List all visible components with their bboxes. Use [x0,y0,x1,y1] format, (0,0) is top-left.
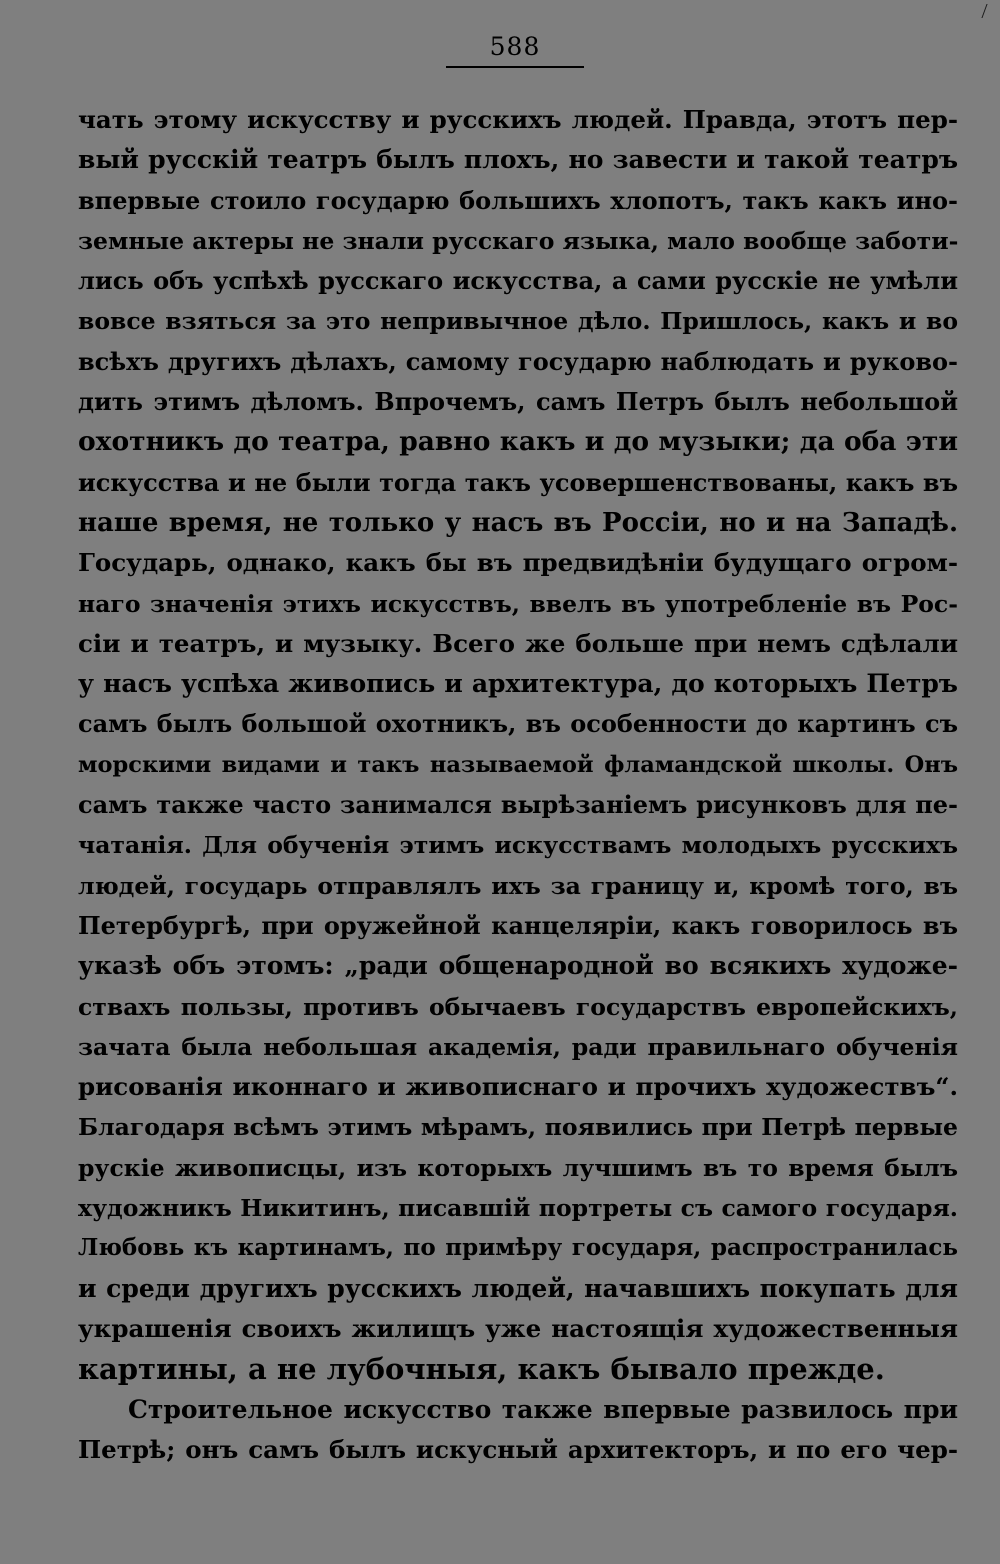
text-line: зачата была небольшая академія, ради правильнаго обученія [78,1032,958,1061]
text-line: картины, а не лубочныя, какъ бывало прежде. [78,1352,885,1387]
text-line: Любовь къ картинамъ, по примѣру государя, распространилась [78,1234,958,1262]
text-line: Благодаря всѣмъ этимъ мѣрамъ, появились при Петрѣ первые [78,1113,958,1142]
text-line: Государь, однако, какъ бы въ предвидѣніи будущаго огром- [78,548,958,578]
text-line: указѣ объ этомъ: „ради общенародной во всякихъ художе- [78,951,958,981]
text-line: всѣхъ другихъ дѣлахъ, самому государю наблюдать и руково- [78,346,958,376]
page-number: 588 [489,32,541,61]
body-text [78,100,958,1470]
text-line: вый русскій театръ былъ плохъ, но завести и такой театръ [78,145,958,175]
text-line: самъ былъ большой охотникъ, въ особенности до картинъ съ [78,709,958,739]
text-line: сіи и театръ, и музыку. Всего же больше при немъ сдѣлали [78,628,958,658]
text-line: земные актеры не знали русскаго языка, мало вообще заботи- [78,226,958,255]
text-line: морскими видами и такъ называемой фламандской школы. Онъ [78,751,958,778]
text-line: и среди другихъ русскихъ людей, начавшихъ покупать для [78,1273,958,1303]
text-line: ствахъ пользы, противъ обычаевъ государствъ европейскихъ, [78,992,958,1021]
text-line: впервые стоило государю большихъ хлопотъ, такъ какъ ино- [78,185,958,215]
text-line: искусства и не были тогда такъ усовершенствованы, какъ въ [78,467,958,497]
text-line: художникъ Никитинъ, писавшій портреты съ самого государя. [78,1194,958,1223]
text-line: украшенія своихъ жилищъ уже настоящія художественныя [78,1313,958,1343]
text-line: охотникъ до театра, равно какъ и до музыки; да оба эти [78,426,958,458]
text-line: самъ также часто занимался вырѣзаніемъ рисунковъ для пе- [78,790,958,820]
text-line: чать этому искусству и русскихъ людей. Правда, этотъ пер- [78,105,958,134]
text-line: рускіе живописцы, изъ которыхъ лучшимъ въ то время былъ [78,1153,958,1182]
text-line: чатанія. Для обученія этимъ искусствамъ молодыхъ русскихъ [78,831,958,860]
text-line: у насъ успѣха живопись и архитектура, до которыхъ Петръ [78,669,958,699]
page-edge-mark [981,4,995,18]
page-number-rule [446,66,584,68]
text-line: Строительное искусство также впервые развилось при [128,1394,958,1424]
text-line: вовсе взяться за это непривычное дѣло. Пришлось, какъ и во [78,307,958,336]
text-line: рисованія иконнаго и живописнаго и прочихъ художествъ“. [78,1072,958,1102]
text-line: Петрѣ; онъ самъ былъ искусный архитекторъ, и по его чер- [78,1434,958,1464]
text-line: дить этимъ дѣломъ. Впрочемъ, самъ Петръ былъ небольшой [78,387,958,417]
text-line: наго значенія этихъ искусствъ, ввелъ въ употребленіе въ Рос- [78,589,958,618]
text-line: наше время, не только у насъ въ Россіи, но и на Западѣ. [78,507,958,538]
text-line: людей, государь отправлялъ ихъ за границу и, кромѣ того, въ [78,871,958,900]
text-line: лись объ успѣхѣ русскаго искусства, а сами русскіе не умѣли [78,266,958,296]
text-line: Петербургѣ, при оружейной канцеляріи, какъ говорилось въ [78,910,958,940]
